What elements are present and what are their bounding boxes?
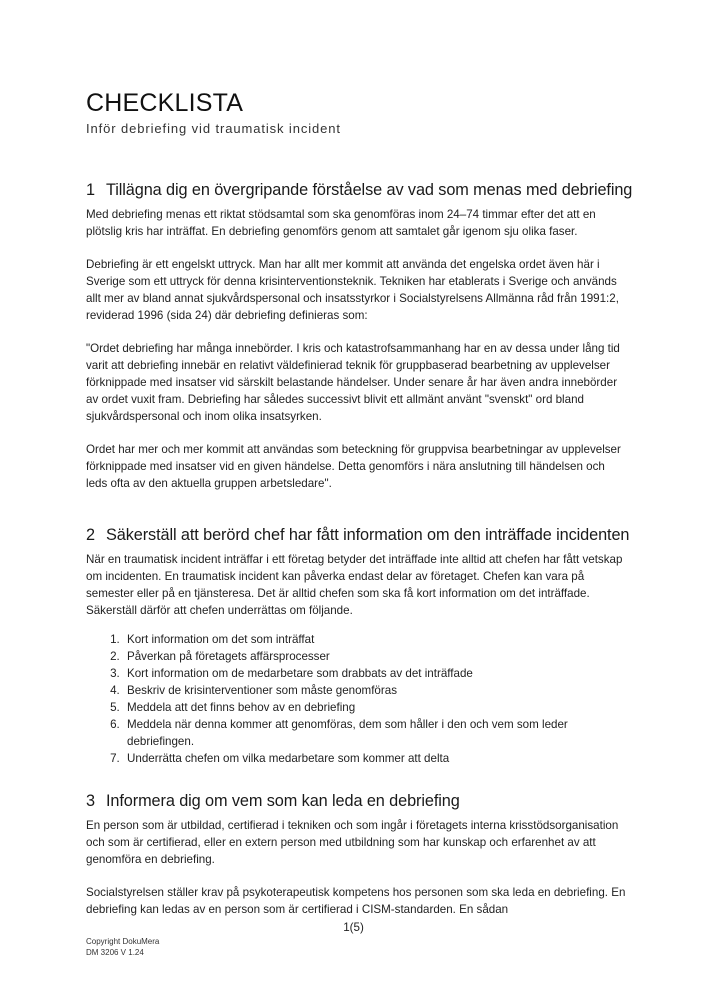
paragraph: Debriefing är ett engelskt uttryck. Man har allt mer kommit att använda det engelska ordet även här i Sverige som ett uttryck för denna krisinterventionsteknik. Tekniken har etablerats i Sverige och används allt mer av bland annat sjukvårdspersonal och insatsstyrkor i Socialstyrelsens Allmänna råd från 1991:2, reviderad 1996 (sida 24) där debriefing definieras som:: [86, 258, 619, 322]
page-number: 1(5): [343, 921, 364, 934]
paragraph: Med debriefing menas ett riktat stödsamtal som ska genomföras inom 24–74 timmar efter det att en plötslig kris har inträffat. En debriefing genomförs genom att samtalet går igenom sju olika faser.: [86, 208, 596, 238]
footer: [86, 936, 159, 958]
document-title: CHECKLISTA: [86, 89, 244, 117]
section-number: 2: [86, 526, 95, 544]
list-item: 6. Meddela när denna kommer att genomföras, dem som håller i den och vem som leder debriefingen.: [123, 716, 626, 750]
section-heading: [86, 526, 630, 545]
quote-paragraph: "Ordet debriefing har många innebörder. I kris och katastrofsammanhang har en av dessa under lång tid varit att debriefing innebär en relativt väldefinierad teknik för gruppbaserad bearbetning av upplevelser förknippade med insatser vid särskilt belastande händelser. Under senare år har även andra innebörder av ordet vuxit fram. Debriefing har således successivt blivit ett allmänt använt "svenskt" ord bland sjukvårdspersonal och inom olika insatsyrken.: [86, 342, 620, 423]
list-item: 4. Beskriv de krisinterventioner som måste genomföras: [123, 682, 626, 699]
footer-doc-id: DM 3206 V 1.24: [86, 948, 144, 957]
list-item: 7. Underrätta chefen om vilka medarbetare som kommer att delta: [123, 750, 626, 767]
section-heading: [86, 792, 626, 811]
section-heading-text: Tillägna dig en övergripande förståelse av vad som menas med debriefing: [106, 181, 633, 199]
section-heading: [86, 181, 633, 200]
section-number: 1: [86, 181, 95, 199]
section-2: [86, 526, 630, 767]
list-item: 5. Meddela att det finns behov av en debriefing: [123, 699, 626, 716]
list-item: 1. Kort information om det som inträffat: [123, 631, 626, 648]
quote-paragraph: Ordet har mer och mer kommit att användas som beteckning för gruppvisa bearbetningar av upplevelser förknippade med insatser vid en given händelse. Detta genomförs i nära anslutning till händelsen och leds ofta av den aktuella gruppen arbetsledare".: [86, 443, 621, 490]
section-1: [86, 181, 633, 508]
section-heading-text: Informera dig om vem som kan leda en debriefing: [106, 792, 460, 810]
numbered-list: [86, 631, 626, 767]
list-item: 3. Kort information om de medarbetare som drabbats av det inträffade: [123, 665, 626, 682]
section-heading-text: Säkerställ att berörd chef har fått information om den inträffade incidenten: [106, 526, 630, 544]
paragraph: En person som är utbildad, certifierad i tekniken och som ingår i företagets interna krisstödsorganisation och som är certifierad, eller en extern person med utbildning som har kunskap och erfarenhet av att genomföra en debriefing.: [86, 819, 619, 866]
section-3: [86, 792, 626, 934]
document-subtitle: Inför debriefing vid traumatisk incident: [86, 121, 341, 136]
paragraph: Socialstyrelsen ställer krav på psykoterapeutisk kompetens hos personen som ska leda en debriefing. En debriefing kan ledas av en person som är certifierad i CISM-standarden. En sådan: [86, 886, 626, 916]
list-item: 2. Påverkan på företagets affärsprocesser: [123, 648, 626, 665]
paragraph: När en traumatisk incident inträffar i ett företag betyder det inträffade inte alltid att chefen har fått vetskap om incidenten. En traumatisk incident kan påverka endast delar av företaget. Chefen kan vara på semester eller på en tjänsteresa. Det är alltid chefen som ska få kort information om det inträffade. Säkerställ därför att chefen underrättas om följande.: [86, 553, 623, 617]
section-number: 3: [86, 792, 95, 810]
footer-copyright: Copyright DokuMera: [86, 937, 160, 946]
